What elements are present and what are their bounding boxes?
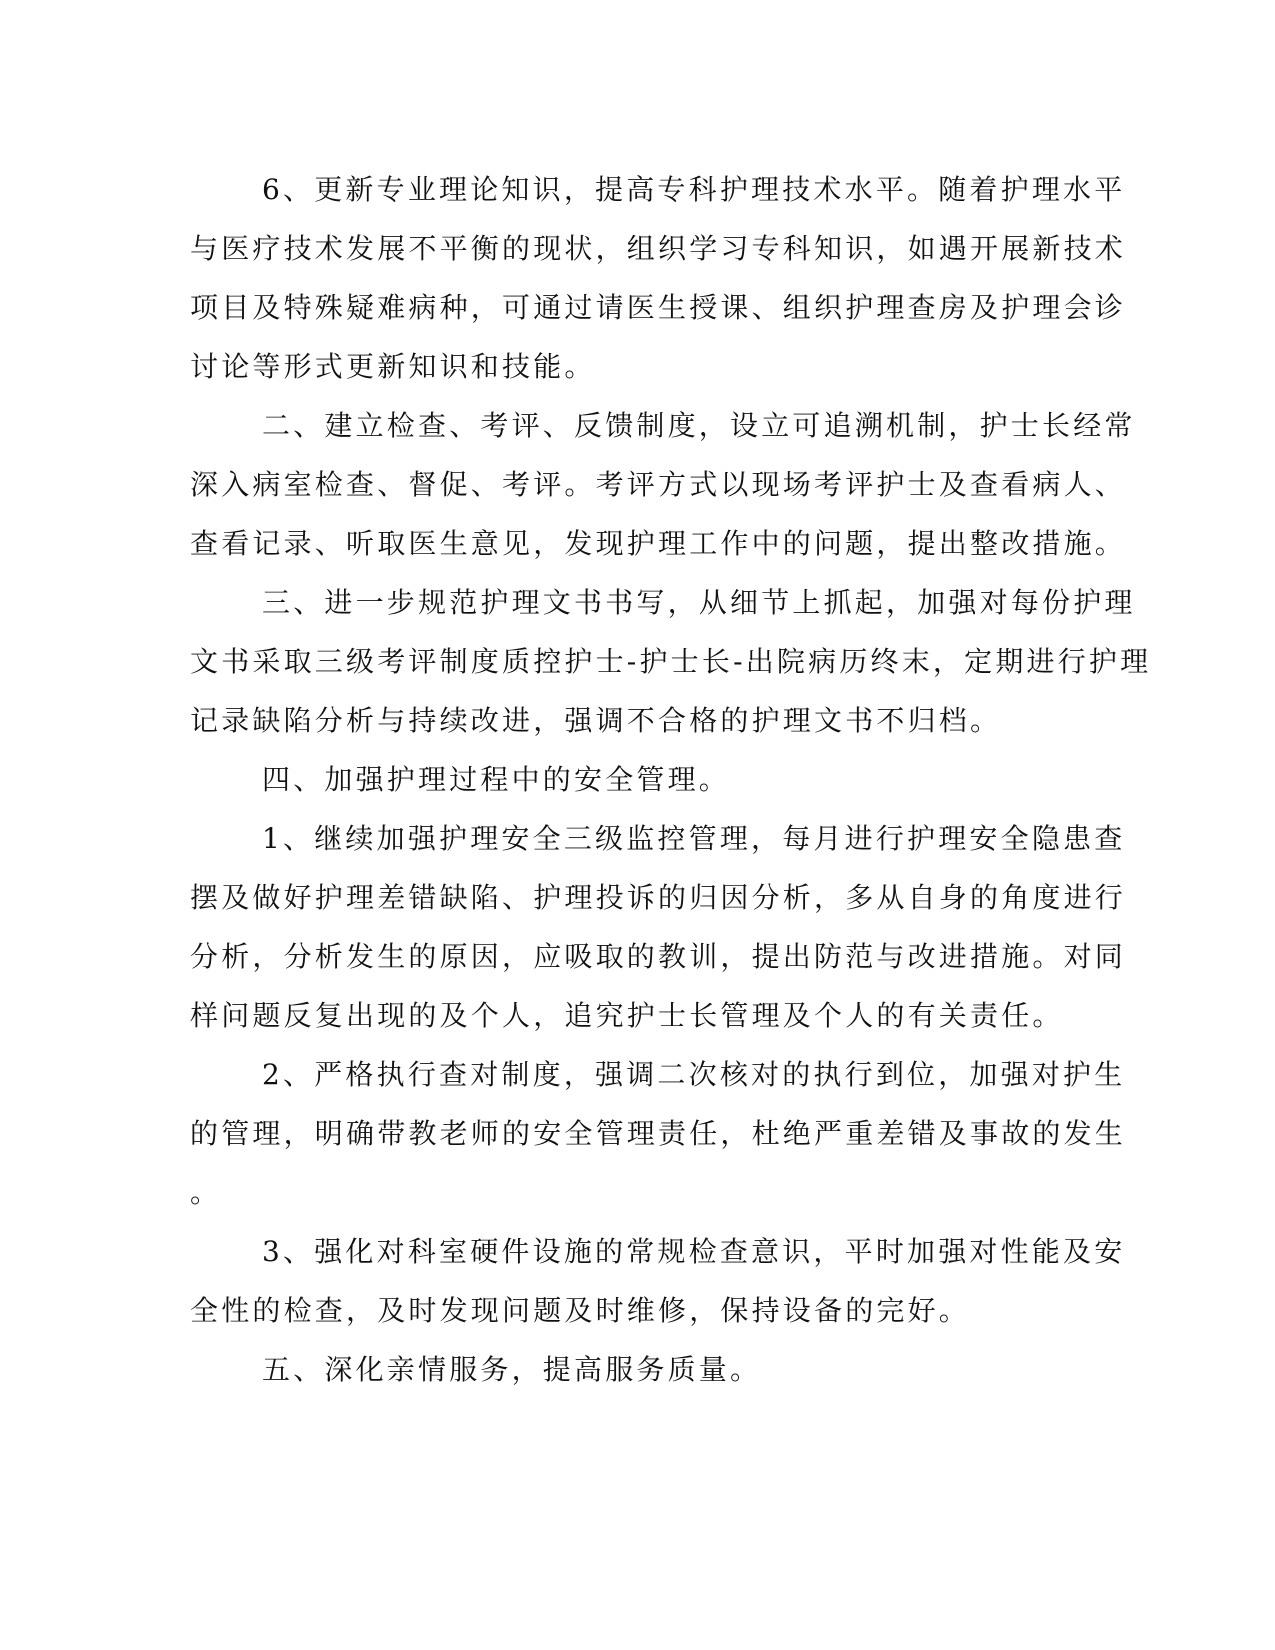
text-line: 分析，分析发生的原因，应吸取的教训，提出防范与改进措施。对同 <box>190 940 1127 973</box>
text-line: 摆及做好护理差错缺陷、护理投诉的归因分析，多从自身的角度进行 <box>190 881 1127 914</box>
text-line: 样问题反复出现的及个人，追究护士长管理及个人的有关责任。 <box>190 999 1064 1032</box>
text-line: 的管理，明确带教老师的安全管理责任，杜绝严重差错及事故的发生 <box>190 1117 1127 1150</box>
text-line: 查看记录、听取医生意见，发现护理工作中的问题，提出整改措施。 <box>190 527 1127 560</box>
text-line: 三、进一步规范护理文书书写，从细节上抓起，加强对每份护理 <box>262 586 1136 619</box>
text-line: 3、强化对科室硬件设施的常规检查意识，平时加强对性能及安 <box>262 1235 1126 1268</box>
text-line: 6、更新专业理论知识，提高专科护理技术水平。随着护理水平 <box>262 173 1126 206</box>
text-line: 与医疗技术发展不平衡的现状，组织学习专科知识，如遇开展新技术 <box>190 232 1127 265</box>
text-line: 深入病室检查、督促、考评。考评方式以现场考评护士及查看病人、 <box>190 468 1127 501</box>
text-line: 讨论等形式更新知识和技能。 <box>190 350 596 383</box>
text-line: 二、建立检查、考评、反馈制度，设立可追溯机制，护士长经常 <box>262 409 1136 442</box>
document-body <box>190 160 1152 1399</box>
text-line: 文书采取三级考评制度质控护士-护士长-出院病历终末，定期进行护理 <box>190 645 1152 678</box>
text-line: 。 <box>190 1176 222 1209</box>
text-line: 记录缺陷分析与持续改进，强调不合格的护理文书不归档。 <box>190 704 1002 737</box>
text-line: 四、加强护理过程中的安全管理。 <box>262 763 731 796</box>
text-line: 项目及特殊疑难病种，可通过请医生授课、组织护理查房及护理会诊 <box>190 291 1127 324</box>
text-line: 全性的检查，及时发现问题及时维修，保持设备的完好。 <box>190 1294 971 1327</box>
text-line: 五、深化亲情服务，提高服务质量。 <box>262 1353 762 1386</box>
text-line: 2、严格执行查对制度，强调二次核对的执行到位，加强对护生 <box>262 1058 1126 1091</box>
text-line: 1、继续加强护理安全三级监控管理，每月进行护理安全隐患查 <box>262 822 1126 855</box>
